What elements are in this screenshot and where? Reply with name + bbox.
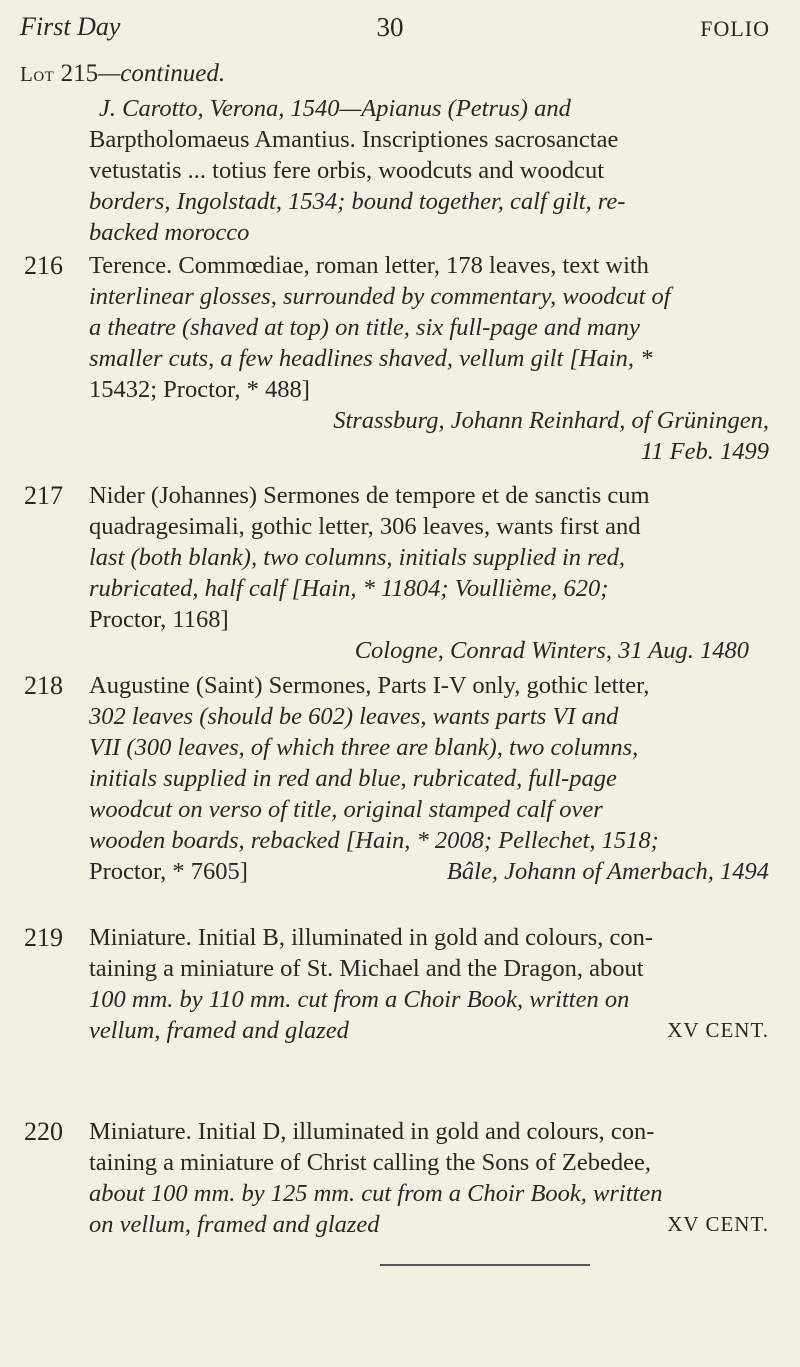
lot-continued-heading [20, 60, 225, 88]
description-line: quadragesimali, gothic letter, 306 leaves, wants first and [89, 513, 641, 540]
page-header [0, 12, 800, 52]
description-line [89, 1209, 773, 1240]
description-line: last (both blank), two columns, initials supplied in red, [89, 544, 626, 571]
description-line: Miniature. Initial B, illuminated in gold and colours, con- [89, 924, 654, 951]
imprint-line: Cologne, Conrad Winters, 31 Aug. 1480 [354, 637, 749, 664]
description-line [89, 1015, 773, 1046]
lot-description [89, 922, 773, 1046]
lot-number: 216 [24, 251, 63, 280]
description-line: vetustatis ... totius fere orbis, woodcuts and woodcut [89, 157, 605, 184]
description-line: 100 mm. by 110 mm. cut from a Choir Book, written on [89, 986, 630, 1013]
lot-description [89, 250, 773, 467]
page-number: 30 [376, 12, 404, 42]
description-line: borders, Ingolstadt, 1534; bound together, calf gilt, re- [89, 188, 626, 215]
description-line: interlinear glosses, surrounded by commentary, woodcut of [89, 283, 671, 310]
description-line: taining a miniature of St. Michael and the Dragon, about [89, 955, 644, 982]
description-line: wooden boards, rebacked [Hain, * 2008; Pellechet, 1518; [89, 827, 659, 854]
description-line: a theatre (shaved at top) on title, six full-page and many [89, 314, 640, 341]
description-line: backed morocco [89, 219, 250, 246]
imprint-line: 11 Feb. 1499 [640, 438, 769, 465]
century-label: XV CENT. [667, 1018, 769, 1042]
lot-description [89, 93, 773, 248]
lot-number: 220 [24, 1117, 63, 1146]
description-line: taining a miniature of Christ calling the Sons of Zebedee, [89, 1149, 651, 1176]
description-line: Miniature. Initial D, illuminated in gold and colours, con- [89, 1118, 655, 1145]
description-line: J. Carotto, Verona, 1540—Apianus (Petrus) and [99, 95, 571, 122]
description-line: Barptholomaeus Amantius. Inscriptiones sacrosanctae [89, 126, 619, 153]
description-line: 15432; Proctor, * 488] [89, 376, 310, 403]
imprint-line: Strassburg, Johann Reinhard, of Grüningen, [333, 407, 769, 434]
century-label: XV CENT. [667, 1212, 769, 1236]
description-line: about 100 mm. by 125 mm. cut from a Choir Book, written [89, 1180, 663, 1207]
lot-description [89, 480, 773, 666]
lot-description [89, 1116, 773, 1240]
description-line: Terence. Commœdiae, roman letter, 178 leaves, text with [89, 252, 649, 279]
lot-number: 218 [24, 671, 63, 700]
description-line [89, 856, 773, 887]
lot-number: 219 [24, 923, 63, 952]
description-line: Proctor, 1168] [89, 606, 229, 633]
lot-number: 217 [24, 481, 63, 510]
running-head-format: FOLIO [700, 16, 770, 41]
description-line: Augustine (Saint) Sermones, Parts I-V only, gothic letter, [89, 672, 650, 699]
description-line: smaller cuts, a few headlines shaved, vellum gilt [Hain, * [89, 345, 653, 372]
description-line: rubricated, half calf [Hain, * 11804; Voullième, 620; [89, 575, 609, 602]
lot-number: 215 [60, 60, 99, 87]
continued-label: —continued. [98, 60, 226, 87]
running-head-day: First Day [20, 12, 121, 41]
description-line: initials supplied in red and blue, rubricated, full-page [89, 765, 617, 792]
section-divider-rule [380, 1264, 590, 1266]
lot-label: Lot [20, 62, 55, 86]
description-line: 302 leaves (should be 602) leaves, wants parts VI and [89, 703, 619, 730]
description-line: Nider (Johannes) Sermones de tempore et de sanctis cum [89, 482, 650, 509]
description-line: woodcut on verso of title, original stamped calf over [89, 796, 603, 823]
bibliographic-reference: Proctor, * 7605] [89, 858, 248, 885]
imprint-line: Bâle, Johann of Amerbach, 1494 [446, 858, 769, 885]
description-text: vellum, framed and glazed [89, 1017, 349, 1044]
description-text: on vellum, framed and glazed [89, 1211, 380, 1238]
lot-description [89, 670, 773, 887]
description-line: VII (300 leaves, of which three are blank), two columns, [89, 734, 639, 761]
